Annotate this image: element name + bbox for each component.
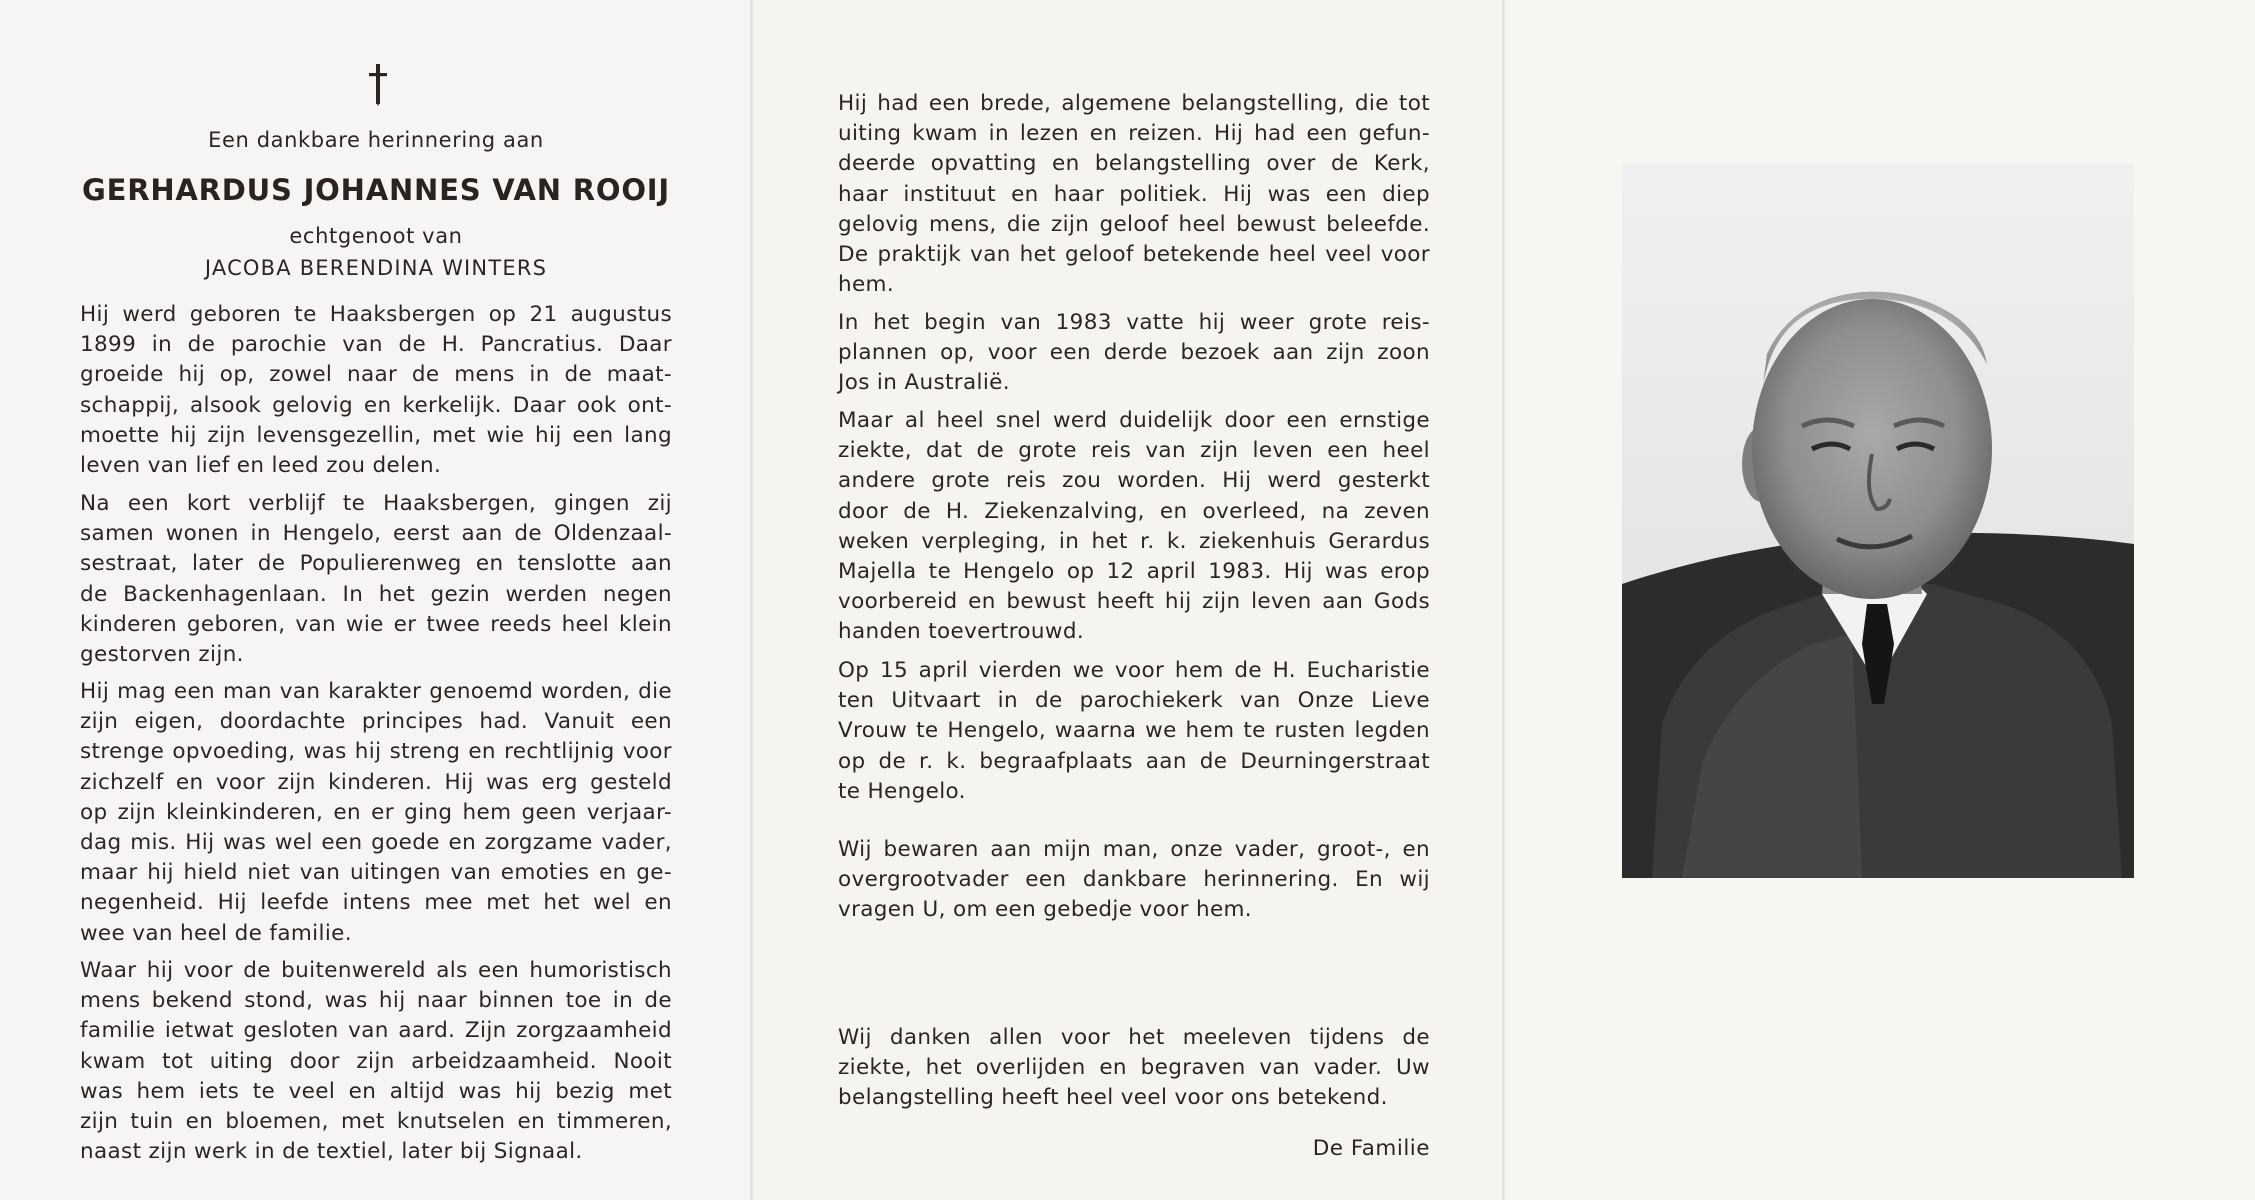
text-line: 1899 in de parochie van de H. Pancratius. Daar [80, 332, 672, 358]
text-line: hem. [838, 272, 895, 298]
text-line: uiting kwam in lezen en reizen. Hij had een gefun- [838, 121, 1430, 147]
signature: De Familie [1312, 1136, 1430, 1161]
text-line: Op 15 april vierden we voor hem de H. Eucharistie [838, 658, 1430, 683]
biography-paragraph [838, 89, 1430, 300]
text-line: gestorven zijn. [80, 642, 244, 668]
text-line: maar hij hield niet van uitingen van emoties en ge- [80, 860, 672, 886]
text-line: naast zijn werk in de textiel, later bij Signaal. [80, 1139, 583, 1165]
text-line: deerde opvatting en belangstelling over de Kerk, [838, 151, 1430, 177]
text-line: In het begin van 1983 vatte hij weer grote reis- [838, 310, 1430, 335]
text-line: belangstelling heeft heel veel voor ons betekend. [838, 1085, 1388, 1111]
text-line: Jos in Australië. [838, 370, 1010, 396]
text-line: dag mis. Hij was wel een goede en zorgzame vader, [80, 830, 672, 856]
text-line: overgrootvader een dankbare herinnering. En wij [838, 867, 1430, 893]
text-line: De praktijk van het geloof betekende heel veel voor [838, 242, 1430, 268]
text-line: Wij bewaren aan mijn man, onze vader, groot-, en [838, 837, 1430, 862]
text-line: voorbereid en bewust heeft hij zijn leven aan Gods [838, 589, 1430, 615]
text-line: wee van heel de familie. [80, 920, 352, 946]
text-line: moette hij zijn levensgezellin, met wie hij een lang [80, 422, 672, 448]
text-line: plannen op, voor een derde bezoek aan zijn zoon [838, 340, 1430, 366]
portrait-photo-icon [1622, 164, 2134, 878]
biography-paragraph [838, 308, 1430, 399]
text-line: Hij werd geboren te Haaksbergen op 21 augustus [80, 302, 672, 327]
text-line: Hij mag een man van karakter genoemd worden, die [80, 679, 672, 704]
text-line: op de r. k. begraafplaats aan de Deurningerstraat [838, 748, 1430, 774]
biography-paragraph [80, 956, 672, 1167]
text-line: Maar al heel snel werd duidelijk door een ernstige [838, 408, 1430, 433]
text-line: groeide hij op, zowel naar de mens in de maat- [80, 362, 672, 388]
biography-paragraph [80, 489, 672, 670]
text-line: Wij danken allen voor het meeleven tijdens de [838, 1025, 1430, 1050]
text-line: Waar hij voor de buitenwereld als een humoristisch [80, 958, 672, 983]
text-line: andere grote reis zou worden. Hij werd gesterkt [838, 468, 1430, 494]
text-line: familie ietwat gesloten van aard. Zijn zorgzaamheid [80, 1018, 672, 1044]
text-line: ziekte, dat de grote reis van zijn leven een heel [838, 438, 1430, 464]
deceased-name: GERHARDUS JOHANNES VAN ROOIJ [82, 173, 670, 207]
text-line: leven van lief en leed zou delen. [80, 453, 442, 479]
text-line: negenheid. Hij leefde intens mee met het wel en [80, 890, 672, 916]
text-line: Hij had een brede, algemene belangstelling, die tot [838, 91, 1430, 116]
text-line: kinderen geboren, van wie er twee reeds heel klein [80, 611, 672, 637]
text-line: de Backenhagenlaan. In het gezin werden negen [80, 581, 672, 607]
text-line: haar instituut en haar politiek. Hij was een diep [838, 181, 1430, 207]
text-line: mens bekend stond, was hij naar binnen toe in de [80, 988, 672, 1014]
text-line: handen toevertrouwd. [838, 619, 1085, 645]
spouse-name: JACOBA BERENDINA WINTERS [204, 256, 548, 280]
text-line: op zijn kleinkinderen, en er ging hem geen verjaar- [80, 799, 672, 825]
text-line: was hem iets te veel en altijd was hij bezig met [80, 1078, 672, 1104]
biography-paragraph [80, 677, 672, 949]
text-line: sestraat, later de Populierenweg en tenslotte aan [80, 551, 672, 577]
portrait-photo [1622, 164, 2134, 878]
fold-line [1502, 0, 1505, 1200]
text-line: ten Uitvaart in de parochiekerk van Onze Lieve [838, 688, 1430, 714]
intro-text: Een dankbare herinnering aan [208, 128, 544, 152]
biography-paragraph [838, 656, 1430, 807]
closing-paragraph [838, 835, 1430, 926]
text-line: ziekte, het overlijden en begraven van vader. Uw [838, 1055, 1430, 1081]
text-line: gelovig mens, die zijn geloof heel bewust beleefde. [838, 211, 1430, 237]
text-line: kwam tot uiting door zijn arbeidzaamheid. Nooit [80, 1048, 672, 1074]
text-line: weken verpleging, in het r. k. ziekenhuis Gerardus [838, 528, 1430, 554]
text-line: Na een kort verblijf te Haaksbergen, gingen zij [80, 491, 672, 516]
cross-icon [365, 62, 391, 106]
text-line: strenge opvoeding, was hij streng en rechtlijnig voor [80, 739, 672, 765]
text-line: door de H. Ziekenzalving, en overleed, na zeven [838, 498, 1430, 524]
biography-paragraph [838, 406, 1430, 648]
relation-text: echtgenoot van [289, 224, 463, 248]
thanks-paragraph [838, 1023, 1430, 1114]
text-line: Majella te Hengelo op 12 april 1983. Hij was erop [838, 559, 1430, 585]
text-line: zijn eigen, doordachte principes had. Vanuit een [80, 709, 672, 735]
text-line: schappij, alsook gelovig en kerkelijk. Daar ook ont- [80, 392, 672, 418]
text-line: te Hengelo. [838, 778, 966, 804]
text-line: zichzelf en voor zijn kinderen. Hij was erg gesteld [80, 769, 672, 795]
text-line: vragen U, om een gebedje voor hem. [838, 897, 1252, 923]
text-line: samen wonen in Hengelo, eerst aan de Oldenzaal- [80, 521, 672, 547]
text-line: zijn tuin en bloemen, met knutselen en timmeren, [80, 1109, 672, 1135]
biography-paragraph [80, 300, 672, 481]
text-line: Vrouw te Hengelo, waarna we hem te rusten legden [838, 718, 1430, 744]
